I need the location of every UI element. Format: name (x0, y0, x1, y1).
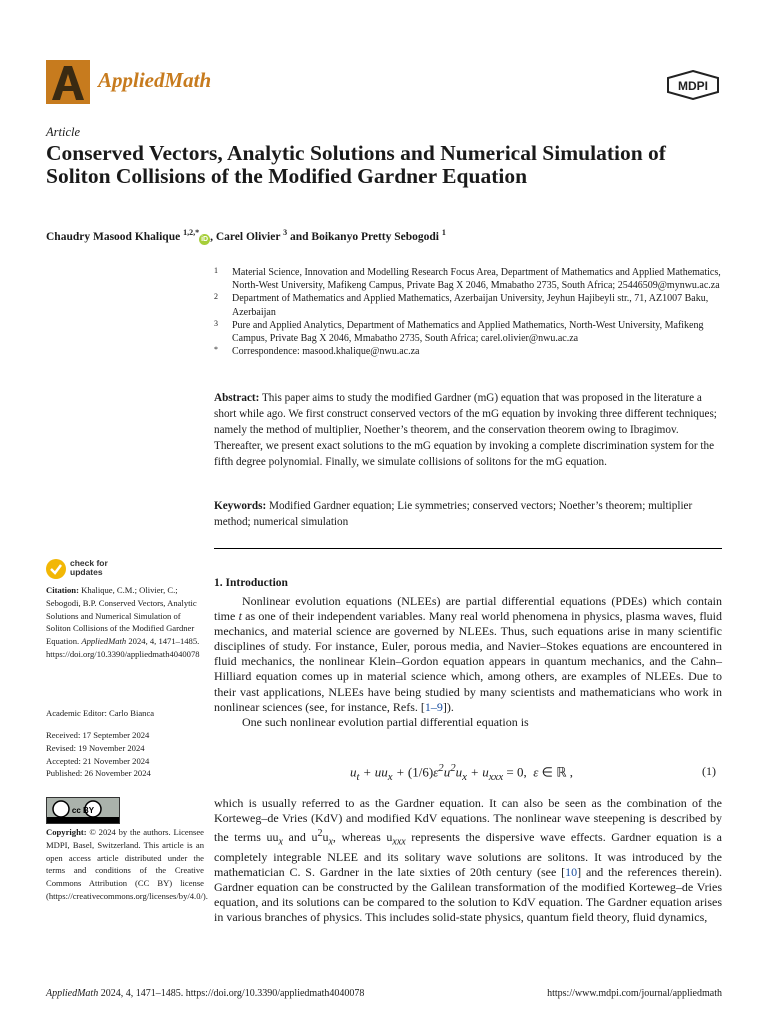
equation-gardner: $u_t + uu_x + (1/6)\varepsilon^2u^2u_x + u_{xxx} = 0$, ε ∈ ℝ , (350, 762, 573, 783)
reference-link[interactable]: 10 (565, 864, 578, 879)
keywords (214, 498, 722, 530)
footer-journal-link[interactable]: https://www.mdpi.com/journal/appliedmath (547, 988, 722, 999)
abstract (214, 390, 722, 470)
orcid-icon[interactable]: iD (201, 235, 209, 243)
svg-text:MDPI: MDPI (678, 79, 708, 93)
divider (214, 548, 722, 549)
affiliation-item: 2 Department of Mathematics and Applied Mathematics, Azerbaijan University, Jeyhun Hajibeyli str., 71, AZ1007 Baku, Azerbaijan (214, 292, 709, 318)
section-heading: 1. Introduction (214, 577, 288, 589)
citation-block: Citation: Khalique, C.M.; Olivier, C.; Sebogodi, B.P. Conserved Vectors, Analytic Solutions and Numerical Simulation of Soliton Collisions of the Modified Gardner Equation. AppliedMath 2024, 4, 1471–1485. https://doi.org/10.3390/appliedmath4040078 (46, 585, 200, 659)
svg-text:cc BY: cc BY (71, 806, 95, 815)
keywords-label: Keywords: (214, 500, 267, 512)
reference-link[interactable]: 1–9 (424, 699, 443, 714)
affiliation-item: * Correspondence: masood.khalique@nwu.ac.za (214, 345, 420, 358)
intro-paragraph: Nonlinear evolution equations (NLEEs) are partial differential equations (PDEs) which contain time t as one of their independent variables. Many real world phenomena in physics, plasma waves, fluid mechanics, and material science are governed by NLEEs. Thus, such equations arise in many scientific disciplines of study. For instance, Euler, porous media, and Navier–Stokes equations are encountered in fluid mechanics, the nonlinear Klein–Gordon equation appears in quantum mechanics, and the Cahn–Hilliard equation comes up in material science which, among others, are examples of NLEEs. Due to their vast applications, NLEEs have being studied by many scientists and mathematicians who work in nonlinear sciences (see, for instance, Refs. [1–9]). One such nonlinear evolution partial differential equation is (214, 594, 723, 729)
cc-by-license-icon[interactable] (46, 797, 120, 824)
affiliations (214, 266, 722, 358)
author-affil-mark: 3 (283, 228, 288, 237)
copyright-block: Copyright: © 2024 by the authors. Licensee MDPI, Basel, Switzerland. This article is an open access article distributed under the terms and conditions of the Creative Commons Attribution (CC BY) license (https://creativecommons.org/licenses/by/4.0/). (46, 827, 208, 901)
author-name: Boikanyo Pretty Sebogodi (311, 230, 439, 243)
author-name: Carel Olivier (215, 230, 281, 243)
check-icon (46, 559, 66, 579)
article-type: Article (46, 125, 81, 139)
citation-doi-link[interactable]: https://doi.org/10.3390/appliedmath4040078 (46, 648, 200, 659)
author-affil-mark: 1 (441, 228, 446, 237)
author-affil-mark: 1,2,* (183, 228, 200, 237)
page-title: Conserved Vectors, Analytic Solutions and Numerical Simulation of Soliton Collisions of the Modified Gardner Equation (46, 141, 666, 188)
abstract-text: This paper aims to study the modified Gardner (mG) equation that was proposed in the literature a short while ago. We first construct conserved vectors of the mG equation by invoking three different techniques; namely the method of multiplier, Noether’s theorem, and the conservation theorem owing to Ibragimov. Thereafter, we present exact solutions to the mG equation by invoking a complete discrimination system for the fifth degree polynomial. Finally, we simulate collisions of solitons for the mG equation. (214, 392, 717, 468)
footer-citation: AppliedMath 2024, 4, 1471–1485. https://doi.org/10.3390/appliedmath4040078 (46, 988, 365, 999)
equation-number: (1) (702, 764, 716, 778)
intro-paragraph-3: which is usually referred to as the Gardner equation. It can also be seen as the combination of the Korteweg–de Vries (KdV) and modified KdV equations. The nonlinear wave steepening is described by the terms $uu_x$ and $u^2u_x$, whereas $u_{xxx}$ represents the dispersive wave effects. Gardner equation is a completely integrable NLEE and its solitary wave solutions are solitons. It was introduced by the mathematician C. S. Gardner in the late sixties of 20th century (see [10] and the references therein). Gardner equation can be constructed by the Galilean transformation of the modified Korteweg–de Vries equation, and its solutions can be compared to the solution to KdV equation. The Gardner equation arises in various branches of physics. This includes solid-state physics, quantum field theory, fluid dynamics, (214, 796, 723, 925)
affiliation-item: 3 Pure and Applied Analytics, Department of Mathematics and Applied Mathematics, North-West University, Mafikeng Campus, Private Bag X 2046, Mmabatho 2735, South Africa; carel.olivier@nwu.ac.za (214, 318, 704, 345)
mdpi-logo (666, 70, 720, 100)
history-dates: Received: 17 September 2024 Revised: 19 November 2024 Accepted: 21 November 2024 Published: 26 November 2024 (46, 730, 151, 779)
abstract-label: Abstract: (214, 392, 260, 404)
academic-editor: Academic Editor: Carlo Bianca (46, 708, 155, 718)
keywords-text: Modified Gardner equation; Lie symmetries; conserved vectors; Noether’s theorem; multiplier method; numerical simulation (214, 500, 693, 528)
journal-name: AppliedMath (98, 68, 212, 92)
affiliation-item: 1 Material Science, Innovation and Modelling Research Focus Area, Department of Mathematics and Applied Mathematics, North-West University, Mafikeng Campus, Private Bag X 2046, Mmabatho 2735, South Africa; 25446509@mynwu.ac.za (214, 266, 721, 292)
author-name: Chaudry Masood Khalique (46, 230, 181, 243)
check-for-updates-badge[interactable]: check for updates (46, 558, 126, 580)
author-list: Chaudry Masood Khalique $^{1,2,*}$iD , Carel Olivier $^3$ and Boikanyo Pretty Sebogodi $^1$ (46, 228, 446, 243)
journal-logo (46, 60, 90, 104)
intro-paragraph-2: One such nonlinear evolution partial differential equation is (242, 714, 529, 729)
